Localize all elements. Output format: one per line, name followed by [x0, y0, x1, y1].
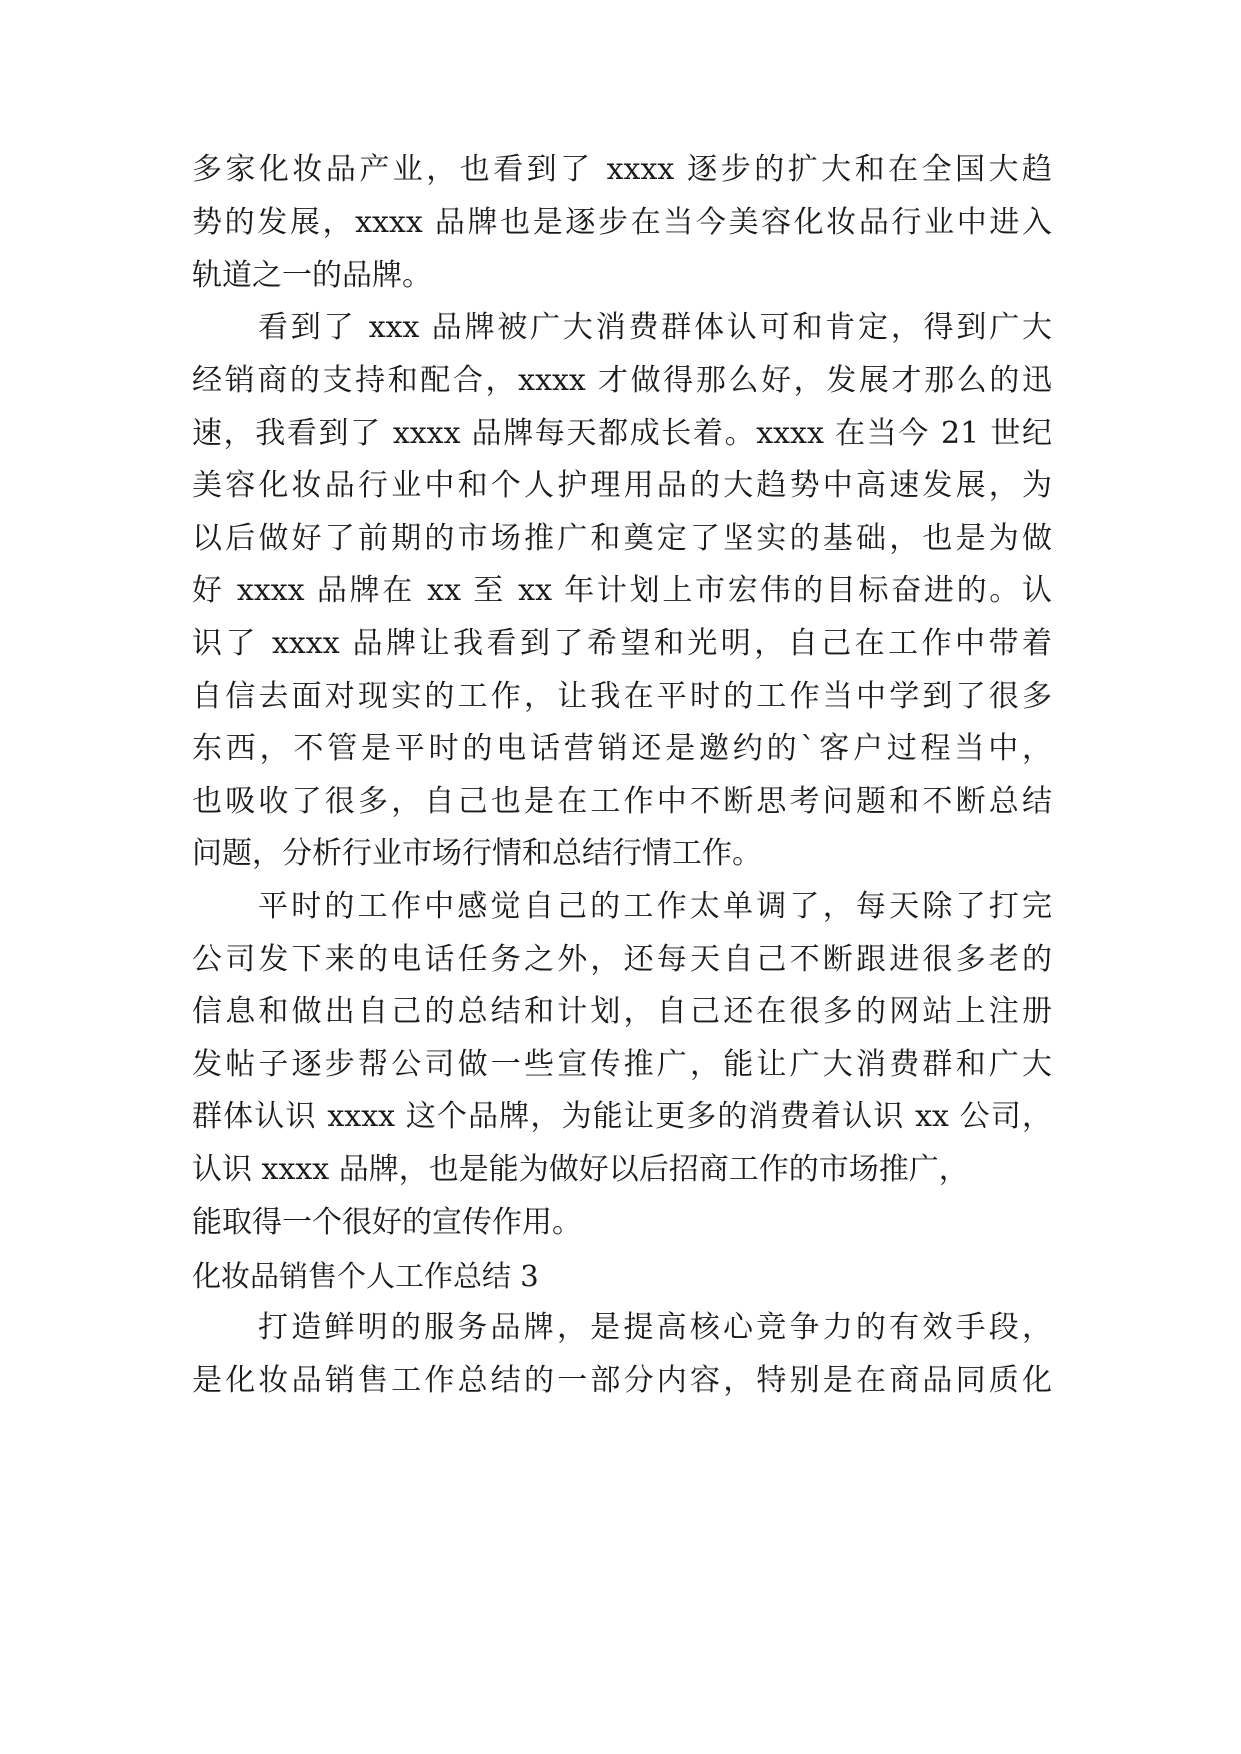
paragraph-line: 轨道之一的品牌。: [192, 258, 432, 293]
paragraph-line: 打造鲜明的服务品牌，是提高核心竞争力的有效手段，: [258, 1310, 1052, 1345]
paragraph-line: 信息和做出自己的总结和计划，自己还在很多的网站上注册: [192, 994, 1052, 1029]
paragraph-line: 美容化妆品行业中和个人护理用品的大趋势中高速发展，为: [192, 468, 1052, 503]
paragraph-line: 好 xxxx 品牌在 xx 至 xx 年计划上市宏伟的目标奋进的。认: [192, 573, 1052, 608]
paragraph-line: 是化妆品销售工作总结的一部分内容，特别是在商品同质化: [192, 1363, 1052, 1398]
paragraph-line: 发帖子逐步帮公司做一些宣传推广，能让广大消费群和广大: [192, 1047, 1052, 1082]
paragraph-line: 也吸收了很多，自己也是在工作中不断思考问题和不断总结: [192, 784, 1052, 819]
section-heading: 化妆品销售个人工作总结 3: [192, 1259, 539, 1293]
paragraph-line: 多家化妆品产业，也看到了 xxxx 逐步的扩大和在全国大趋: [192, 152, 1052, 187]
paragraph-line: 经销商的支持和配合，xxxx 才做得那么好，发展才那么的迅: [192, 363, 1052, 398]
paragraph-line: 能取得一个很好的宣传作用。: [192, 1205, 582, 1240]
paragraph-line: 势的发展，xxxx 品牌也是逐步在当今美容化妆品行业中进入: [192, 205, 1052, 240]
paragraph-line: 看到了 xxx 品牌被广大消费群体认可和肯定，得到广大: [258, 310, 1052, 345]
paragraph-line: 平时的工作中感觉自己的工作太单调了，每天除了打完: [258, 889, 1052, 924]
paragraph-line: 识了 xxxx 品牌让我看到了希望和光明，自己在工作中带着: [192, 626, 1052, 661]
paragraph-line: 自信去面对现实的工作，让我在平时的工作当中学到了很多: [192, 679, 1052, 714]
paragraph-line: 问题，分析行业市场行情和总结行情工作。: [192, 836, 762, 871]
paragraph-line: 认识 xxxx 品牌，也是能为做好以后招商工作的市场推广，: [192, 1152, 969, 1187]
paragraph-line: 东西，不管是平时的电话营销还是邀约的`客户过程当中，: [192, 731, 1052, 766]
paragraph-line: 公司发下来的电话任务之外，还每天自己不断跟进很多老的: [192, 942, 1052, 977]
paragraph-line: 群体认识 xxxx 这个品牌，为能让更多的消费着认识 xx 公司，: [192, 1099, 1052, 1134]
paragraph-line: 速，我看到了 xxxx 品牌每天都成长着。xxxx 在当今 21 世纪: [192, 416, 1052, 451]
paragraph-line: 以后做好了前期的市场推广和奠定了坚实的基础，也是为做: [192, 521, 1052, 556]
